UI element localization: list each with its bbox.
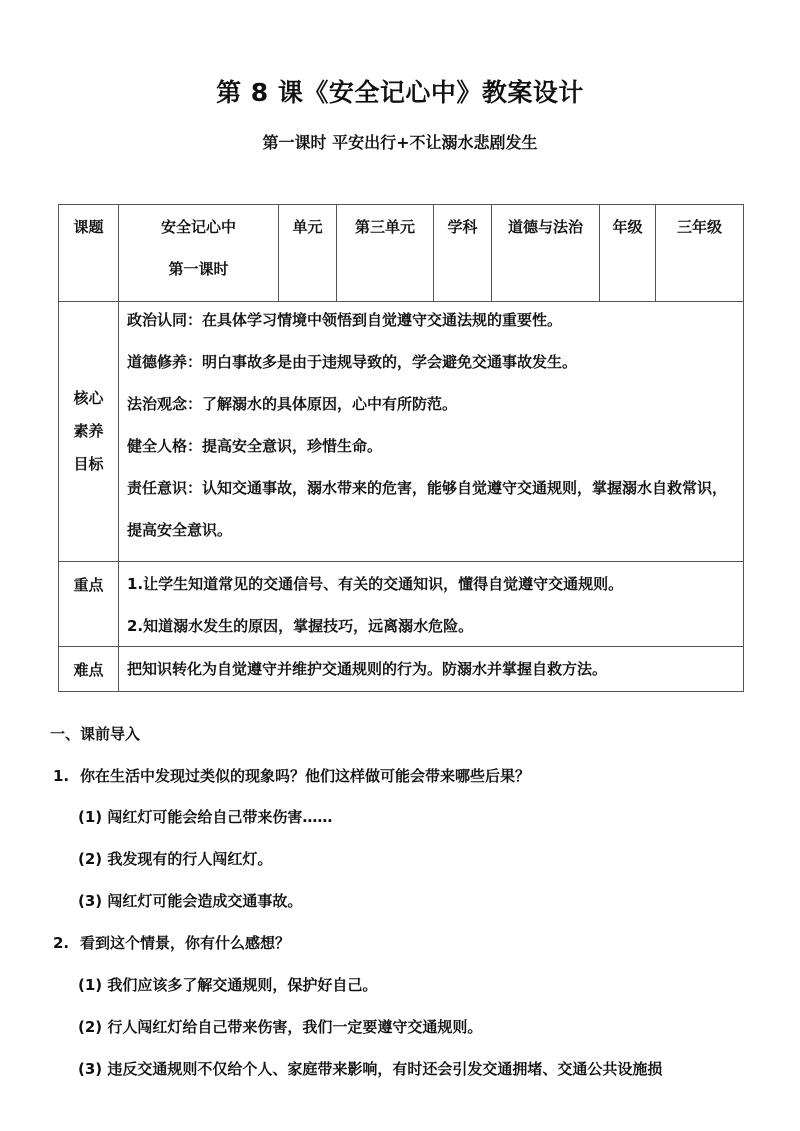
answer-item: (3) 违反交通规则不仅给个人、家庭带来影响，有时还会引发交通拥堵、交通公共设施损: [78, 1060, 663, 1078]
goals-row: [59, 302, 744, 562]
topic-value: [119, 205, 279, 302]
goal-item: 法治观念：了解溺水的具体原因，心中有所防范。: [127, 395, 458, 413]
difficulty-label: 难点: [59, 647, 119, 692]
grade-value: 三年级: [656, 205, 744, 302]
subject-value: 道德与法治: [492, 205, 600, 302]
answer-item: (1) 闯红灯可能会给自己带来伤害……: [78, 808, 333, 826]
goal-item: 政治认同：在具体学习情境中领悟到自觉遵守交通法规的重要性。: [127, 311, 563, 329]
answer-item: (2) 行人闯红灯给自己带来伤害，我们一定要遵守交通规则。: [78, 1018, 483, 1036]
document-title: 第 8 课《安全记心中》教案设计: [216, 78, 584, 107]
key-points-row: [59, 562, 744, 647]
topic-line-1: 安全记心中: [160, 218, 236, 236]
key-points-label: 重点: [59, 562, 119, 647]
answer-item: (1) 我们应该多了解交通规则，保护好自己。: [78, 976, 378, 994]
question-text: 你在生活中发现过类似的现象吗？他们这样做可能会带来哪些后果？: [80, 767, 531, 785]
key-points-cell: [119, 562, 744, 647]
question-2: [53, 932, 290, 953]
answer-item: (2) 我发现有的行人闯红灯。: [78, 850, 273, 868]
goals-cell: [119, 302, 744, 562]
question-1: [53, 765, 530, 786]
section-heading: 一、课前导入: [50, 725, 141, 743]
key-point-item: 1.让学生知道常见的交通信号、有关的交通知识，懂得自觉遵守交通规则。: [127, 575, 624, 593]
document-subtitle: 第一课时 平安出行+不让溺水悲剧发生: [262, 133, 538, 152]
goal-item: 责任意识：认知交通事故，溺水带来的危害，能够自觉遵守交通规则，掌握溺水自救常识，提高安全意识。: [127, 479, 728, 539]
topic-label: 课题: [59, 205, 119, 302]
question-number: 2.: [53, 934, 70, 952]
unit-label: 单元: [279, 205, 337, 302]
unit-value: 第三单元: [337, 205, 434, 302]
goal-item: 道德修养：明白事故多是由于违规导致的，学会避免交通事故发生。: [127, 353, 578, 371]
question-text: 看到这个情景，你有什么感想？: [80, 934, 291, 952]
difficulty-row: [59, 647, 744, 692]
goal-item: 健全人格：提高安全意识，珍惜生命。: [127, 437, 383, 455]
header-row: [59, 205, 744, 302]
topic-line-2: 第一课时: [168, 260, 229, 278]
question-number: 1.: [53, 767, 70, 785]
grade-label: 年级: [600, 205, 656, 302]
answer-item: (3) 闯红灯可能会造成交通事故。: [78, 892, 303, 910]
key-point-item: 2.知道溺水发生的原因，掌握技巧，远离溺水危险。: [127, 617, 474, 635]
subject-label: 学科: [434, 205, 492, 302]
difficulty-cell: 把知识转化为自觉遵守并维护交通规则的行为。防溺水并掌握自救方法。: [119, 647, 744, 692]
lesson-info-table: [58, 204, 744, 692]
goals-label: 核心 素养 目标: [59, 302, 119, 562]
